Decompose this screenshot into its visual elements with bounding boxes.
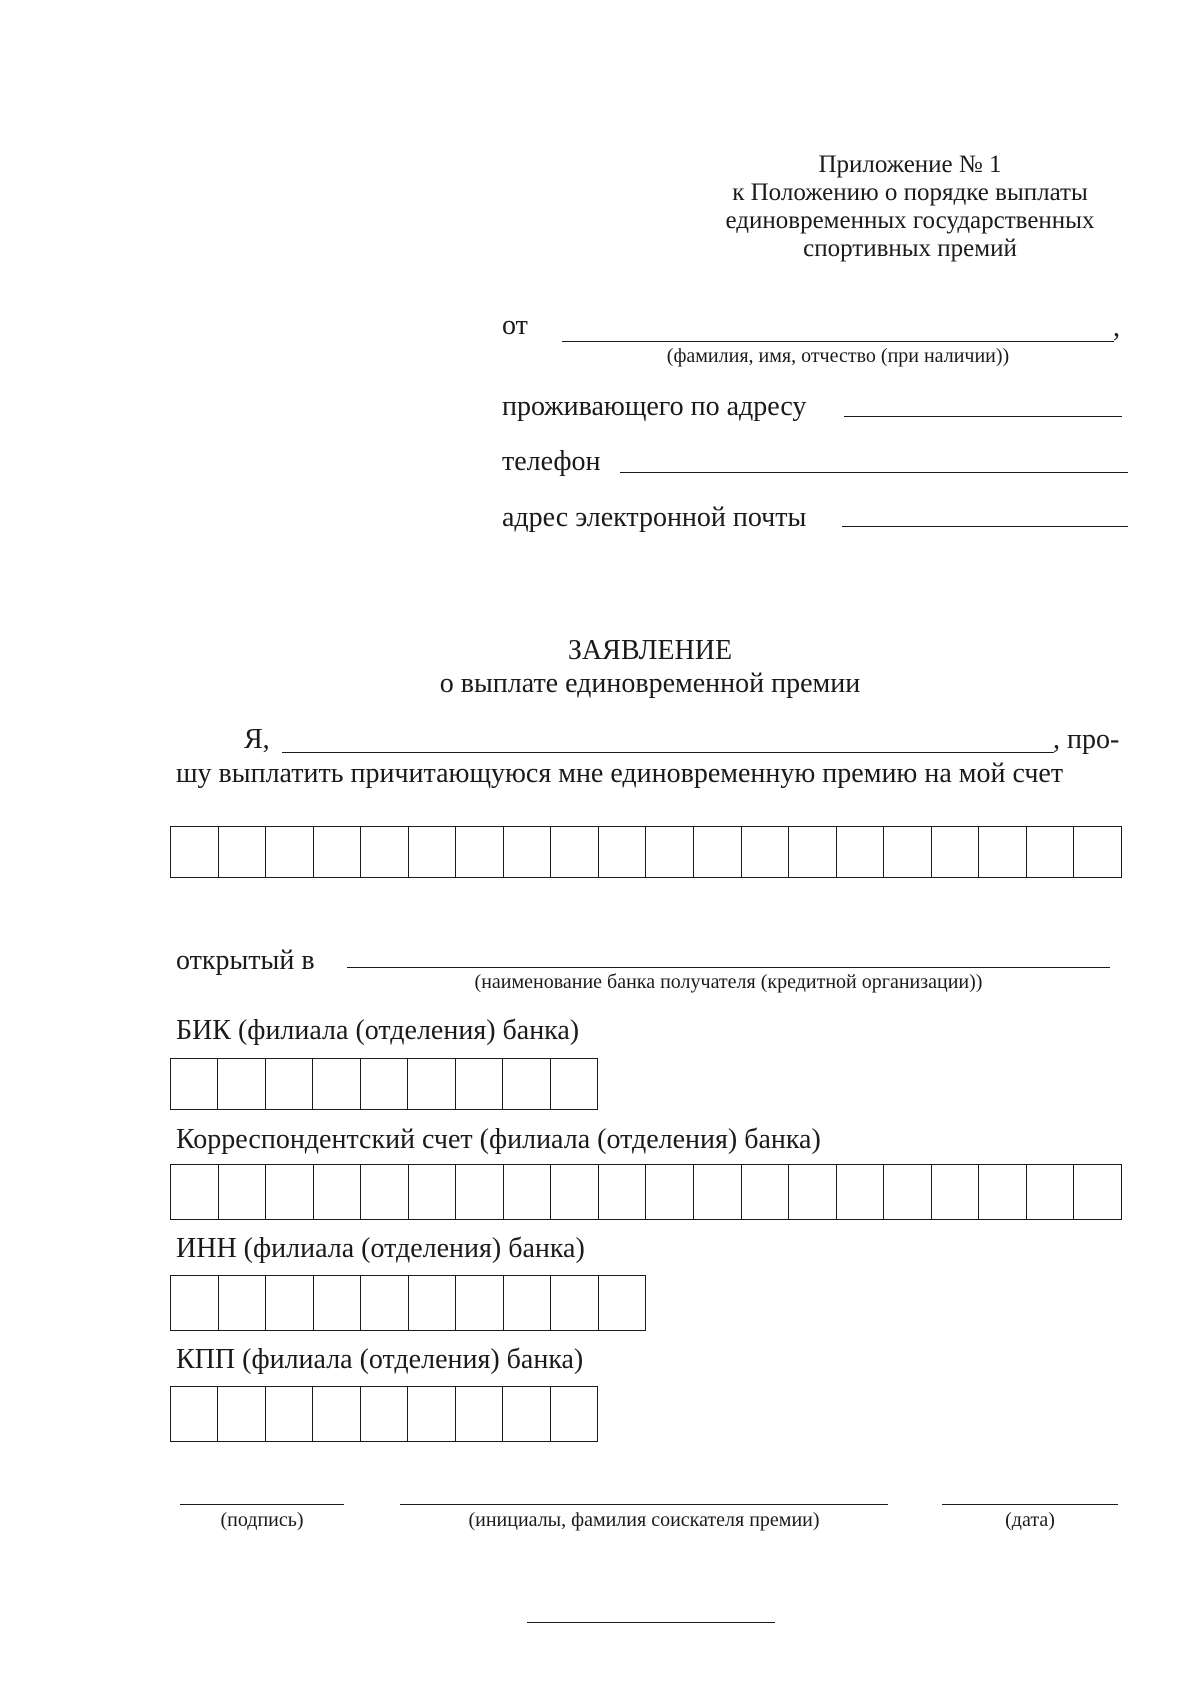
digit-box[interactable] bbox=[456, 1275, 504, 1331]
digit-box[interactable] bbox=[361, 1275, 409, 1331]
digit-box[interactable] bbox=[599, 1275, 647, 1331]
digit-box[interactable] bbox=[361, 1386, 408, 1442]
digit-box[interactable] bbox=[266, 1275, 314, 1331]
phone-field[interactable] bbox=[620, 472, 1128, 473]
digit-box[interactable] bbox=[314, 1275, 362, 1331]
request-text-line-2: шу выплатить причитающуюся мне единовременную премию на мой счет bbox=[176, 758, 1064, 789]
signature-field[interactable] bbox=[180, 1504, 344, 1505]
digit-box[interactable] bbox=[171, 1275, 219, 1331]
digit-box[interactable] bbox=[456, 1058, 503, 1110]
digit-box[interactable] bbox=[361, 826, 409, 878]
applicant-initials-hint: (инициалы, фамилия соискателя премии) bbox=[468, 1509, 820, 1531]
digit-box[interactable] bbox=[266, 1058, 313, 1110]
digit-box[interactable] bbox=[1027, 1164, 1075, 1220]
digit-box[interactable] bbox=[456, 1386, 503, 1442]
digit-box[interactable] bbox=[646, 1164, 694, 1220]
digit-box[interactable] bbox=[837, 1164, 885, 1220]
digit-box[interactable] bbox=[504, 826, 552, 878]
inn-boxes bbox=[170, 1275, 646, 1331]
appendix-line-2: к Положению о порядке выплаты bbox=[732, 179, 1088, 206]
digit-box[interactable] bbox=[219, 1275, 267, 1331]
digit-box[interactable] bbox=[551, 1164, 599, 1220]
appendix-line-4: спортивных премий bbox=[803, 235, 1017, 262]
digit-box[interactable] bbox=[551, 1058, 598, 1110]
appendix-line-3: единовременных государственных bbox=[725, 207, 1095, 234]
digit-box[interactable] bbox=[694, 826, 742, 878]
digit-box[interactable] bbox=[219, 826, 267, 878]
signature-hint: (подпись) bbox=[220, 1509, 304, 1531]
digit-box[interactable] bbox=[789, 1164, 837, 1220]
digit-box[interactable] bbox=[503, 1058, 550, 1110]
from-label: от bbox=[502, 310, 528, 341]
account-number-boxes bbox=[170, 826, 1122, 878]
digit-box[interactable] bbox=[884, 826, 932, 878]
digit-box[interactable] bbox=[551, 1386, 598, 1442]
digit-box[interactable] bbox=[503, 1386, 550, 1442]
digit-box[interactable] bbox=[266, 1386, 313, 1442]
digit-box[interactable] bbox=[266, 826, 314, 878]
bik-boxes bbox=[170, 1058, 598, 1110]
digit-box[interactable] bbox=[314, 1164, 362, 1220]
bank-name-field[interactable] bbox=[347, 967, 1110, 968]
digit-box[interactable] bbox=[171, 826, 219, 878]
digit-box[interactable] bbox=[313, 1058, 360, 1110]
digit-box[interactable] bbox=[979, 1164, 1027, 1220]
digit-box[interactable] bbox=[361, 1058, 408, 1110]
digit-box[interactable] bbox=[361, 1164, 409, 1220]
digit-box[interactable] bbox=[408, 1058, 455, 1110]
digit-box[interactable] bbox=[551, 1275, 599, 1331]
from-name-hint: (фамилия, имя, отчество (при наличии)) bbox=[666, 345, 1010, 367]
request-continuation: , про- bbox=[1053, 724, 1120, 755]
digit-box[interactable] bbox=[266, 1164, 314, 1220]
document-title: ЗАЯВЛЕНИЕ bbox=[567, 635, 733, 666]
digit-box[interactable] bbox=[456, 826, 504, 878]
digit-box[interactable] bbox=[313, 1386, 360, 1442]
digit-box[interactable] bbox=[171, 1058, 218, 1110]
digit-box[interactable] bbox=[932, 1164, 980, 1220]
applicant-initials-field[interactable] bbox=[400, 1504, 888, 1505]
address-field[interactable] bbox=[844, 416, 1122, 417]
inn-label: ИНН (филиала (отделения) банка) bbox=[176, 1233, 585, 1264]
digit-box[interactable] bbox=[219, 1164, 267, 1220]
digit-box[interactable] bbox=[646, 826, 694, 878]
digit-box[interactable] bbox=[1074, 1164, 1122, 1220]
bottom-separator bbox=[527, 1622, 775, 1623]
digit-box[interactable] bbox=[504, 1275, 552, 1331]
digit-box[interactable] bbox=[979, 826, 1027, 878]
bank-name-hint: (наименование банка получателя (кредитной организации)) bbox=[474, 971, 983, 993]
digit-box[interactable] bbox=[742, 1164, 790, 1220]
corr-account-boxes bbox=[170, 1164, 1122, 1220]
digit-box[interactable] bbox=[171, 1164, 219, 1220]
kpp-label: КПП (филиала (отделения) банка) bbox=[176, 1344, 584, 1375]
email-field[interactable] bbox=[842, 526, 1128, 527]
digit-box[interactable] bbox=[1074, 826, 1122, 878]
document-subtitle: о выплате единовременной премии bbox=[439, 668, 861, 699]
digit-box[interactable] bbox=[408, 1386, 455, 1442]
digit-box[interactable] bbox=[694, 1164, 742, 1220]
request-i-label: Я, bbox=[244, 724, 270, 755]
digit-box[interactable] bbox=[837, 826, 885, 878]
digit-box[interactable] bbox=[171, 1386, 218, 1442]
digit-box[interactable] bbox=[599, 1164, 647, 1220]
kpp-boxes bbox=[170, 1386, 598, 1442]
digit-box[interactable] bbox=[789, 826, 837, 878]
digit-box[interactable] bbox=[456, 1164, 504, 1220]
opened-in-label: открытый в bbox=[176, 945, 315, 976]
digit-box[interactable] bbox=[409, 1275, 457, 1331]
digit-box[interactable] bbox=[599, 826, 647, 878]
digit-box[interactable] bbox=[884, 1164, 932, 1220]
bik-label: БИК (филиала (отделения) банка) bbox=[176, 1015, 580, 1046]
applicant-name-field[interactable] bbox=[282, 752, 1054, 753]
digit-box[interactable] bbox=[218, 1058, 265, 1110]
digit-box[interactable] bbox=[932, 826, 980, 878]
digit-box[interactable] bbox=[409, 826, 457, 878]
digit-box[interactable] bbox=[218, 1386, 265, 1442]
digit-box[interactable] bbox=[409, 1164, 457, 1220]
digit-box[interactable] bbox=[504, 1164, 552, 1220]
from-name-field[interactable] bbox=[562, 341, 1114, 342]
digit-box[interactable] bbox=[551, 826, 599, 878]
date-hint: (дата) bbox=[1005, 1509, 1055, 1531]
date-field[interactable] bbox=[942, 1504, 1118, 1505]
digit-box[interactable] bbox=[1027, 826, 1075, 878]
appendix-number: Приложение № 1 bbox=[818, 151, 1002, 178]
phone-label: телефон bbox=[502, 446, 601, 477]
digit-box[interactable] bbox=[742, 826, 790, 878]
from-comma: , bbox=[1113, 312, 1120, 343]
email-label: адрес электронной почты bbox=[502, 502, 807, 533]
corr-account-label: Корреспондентский счет (филиала (отделения) банка) bbox=[176, 1124, 821, 1155]
digit-box[interactable] bbox=[314, 826, 362, 878]
address-label: проживающего по адресу bbox=[502, 391, 807, 422]
